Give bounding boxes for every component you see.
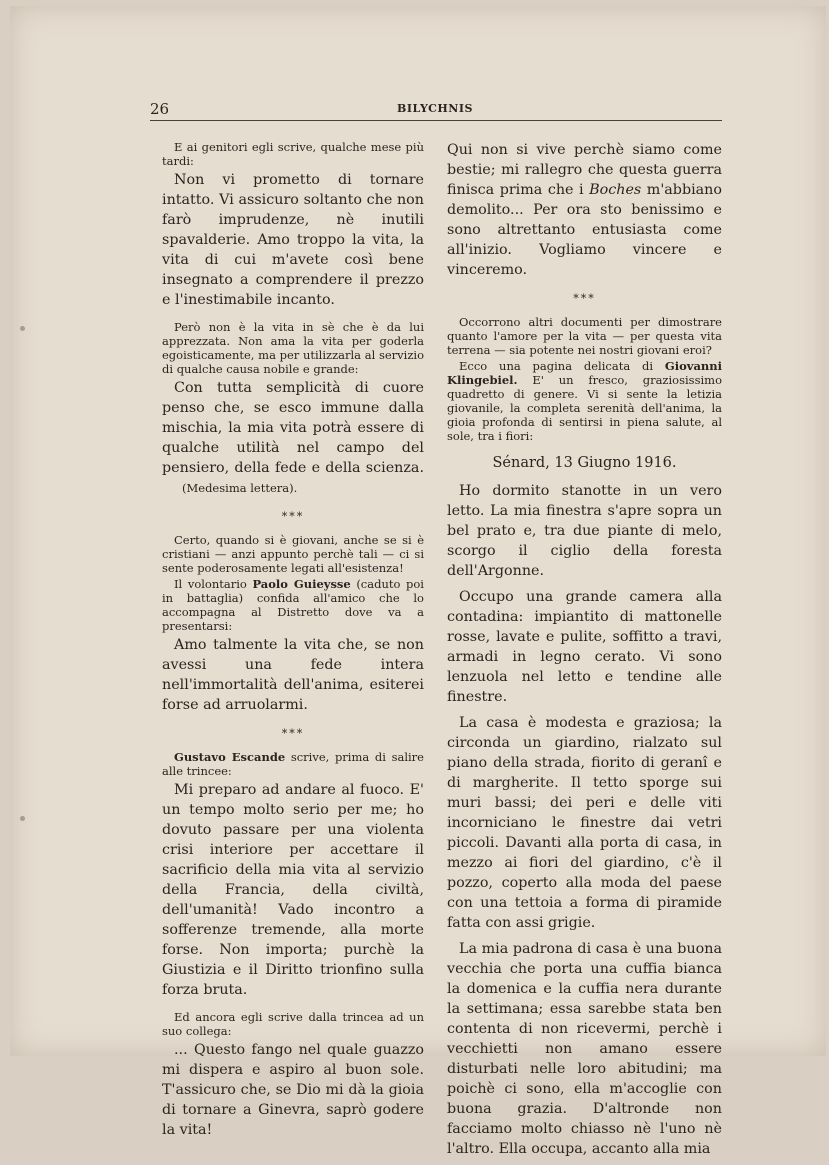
paragraph-text: Il volontario — [174, 577, 253, 591]
left-column — [162, 140, 424, 1146]
quoted-letter-paragraph — [162, 1040, 424, 1140]
emphasized-word: Boches — [589, 182, 642, 198]
paragraph-text: Occorrono altri documenti per dimostrare quanto l'amore per la vita — per questa vita terrena — sia potente nei nostri giovani eroi? — [447, 315, 722, 357]
quoted-letter-paragraph — [447, 481, 722, 581]
section-separator: *** — [281, 727, 305, 740]
quoted-letter-paragraph — [162, 635, 424, 715]
paragraph-text: Qui non si vive perchè siamo come bestie; mi rallegro che questa guerra finisca prima che i — [447, 142, 722, 198]
letter-dateline: Sénard, 13 Giugno 1916. — [492, 455, 677, 471]
commentary-paragraph — [162, 1010, 424, 1038]
binding-hole — [20, 326, 25, 331]
paragraph-text: La mia padrona di casa è una buona vecchia che porta una cuffia bianca la domenica e la cuffia nera durante la settimana; essa sarebbe stata ben contenta di non ricevermi, perchè i vecchietti non amano essere disturbati nelle loro abitudini; ma poichè ci sono, ella m'accoglie con buona grazia. D'altronde non facciamo molto chiasso nè l'uno nè l'altro. Ella occupa, accanto alla mia — [447, 941, 722, 1157]
quoted-letter-paragraph — [162, 170, 424, 310]
binding-hole — [20, 816, 25, 821]
quoted-letter-paragraph — [162, 378, 424, 498]
paragraph-text: Certo, quando si è giovani, anche se si è cristiani — anzi appunto perchè tali — ci si sente poderosamente legati all'esistenza! — [162, 533, 424, 575]
right-column — [447, 140, 722, 1165]
quoted-letter-paragraph — [447, 713, 722, 933]
commentary-paragraph — [447, 359, 722, 443]
commentary-paragraph — [162, 577, 424, 633]
paragraph-text: ... Questo fango nel quale guazzo mi dispera e aspiro al buon sole. T'assicuro che, se Dio mi dà la gioia di tornare a Ginevra, saprò godere la vita! — [162, 1042, 424, 1138]
quoted-letter-paragraph — [447, 140, 722, 280]
journal-title: BILYCHNIS — [397, 102, 473, 115]
person-name: Gustavo Escande — [174, 750, 286, 764]
paragraph-text: scrive, prima di salire alle trincee: — [162, 750, 424, 778]
page-number: 26 — [150, 100, 170, 118]
paragraph-text: m'abbiano demolito... Per ora sto benissimo e sono altrettanto entusiasta come all'inizio. Vogliamo vincere e vinceremo. — [447, 182, 723, 278]
commentary-paragraph — [162, 750, 424, 778]
paragraph-text: Ecco una pagina delicata di — [459, 359, 665, 373]
paragraph-text: Occupo una grande camera alla contadina: impiantito di mattonelle rosse, lavate e pulite, soffitto a travi, armadi in legno cerato. Vi sono lenzuola nel letto e tendine alle finestre. — [447, 589, 722, 705]
person-name: Paolo Guieysse — [252, 577, 351, 591]
quoted-letter-paragraph — [447, 587, 722, 707]
paragraph-text: Ho dormito stanotte in un vero letto. La mia finestra s'apre sopra un bel prato e, tra due piante di melo, scorgo il ciglio della foresta dell'Argonne. — [447, 483, 722, 579]
paragraph-text: (caduto poi in battaglia) confida all'amico che lo accompagna al Distretto dove va a presentarsi: — [162, 577, 424, 633]
paragraph-text: Però non è la vita in sè che è da lui apprezzata. Non ama la vita per goderla egoisticamente, ma per utilizzarla al servizio di qualche causa nobile e grande: — [162, 320, 424, 376]
paragraph-text: Non vi prometto di tornare intatto. Vi assicuro soltanto che non farò imprudenze, nè inutili spavalderie. Amo troppo la vita, la vita di cui m'avete così bene insegnato a comprendere il prezzo e l'inestimabile incanto. — [162, 172, 424, 308]
paragraph-text: E' un fresco, graziosissimo quadretto di genere. Vi si sente la letizia giovanile, la completa serenità dell'anima, la gioia profonda di sentirsi in piena salute, al sole, tra i fiori: — [447, 373, 722, 443]
paragraph-text: Con tutta semplicità di cuore penso che, se esco immune dalla mischia, la mia vita potrà essere di qualche utilità nel campo del pensiero, della fede e della scienza. — [162, 380, 424, 476]
source-citation: (Medesima lettera). — [182, 481, 298, 495]
person-name: Giovanni Klingebiel. — [447, 359, 722, 387]
commentary-paragraph — [447, 315, 722, 357]
section-separator: *** — [281, 510, 305, 523]
commentary-paragraph — [162, 533, 424, 575]
commentary-paragraph — [162, 320, 424, 376]
paragraph-text: La casa è modesta e graziosa; la circonda un giardino, rialzato sul piano della strada, fiorito di geranî e di margherite. Il tetto sporge sui muri bassi; dei peri e delle viti incorniciano le finestre dai vetri piccoli. Davanti alla porta di casa, in mezzo ai fiori del giardino, c'è il pozzo, coperto alla moda del paese con una tettoia a forma di piramide fatta con assi grigie. — [447, 715, 722, 931]
quoted-letter-paragraph — [162, 780, 424, 1000]
header-rule — [150, 120, 722, 121]
commentary-paragraph — [162, 140, 424, 168]
paragraph-text: Ed ancora egli scrive dalla trincea ad un suo collega: — [162, 1010, 424, 1038]
paragraph-text: Amo talmente la vita che, se non avessi una fede intera nell'immortalità dell'anima, esiterei forse ad arruolarmi. — [162, 637, 424, 713]
section-separator: *** — [573, 292, 596, 305]
quoted-letter-paragraph — [447, 939, 722, 1159]
paragraph-text: Mi preparo ad andare al fuoco. E' un tempo molto serio per me; ho dovuto passare per una violenta crisi interiore per accettare il sacrificio della mia vita al servizio della Francia, della civiltà, dell'umanità! Vado incontro a sofferenze tremende, alla morte forse. Non importa; purchè la Giustizia e il Diritto trionfino sulla forza bruta. — [162, 782, 424, 998]
page-header — [150, 100, 720, 120]
paragraph-text: E ai genitori egli scrive, qualche mese più tardi: — [162, 140, 424, 168]
